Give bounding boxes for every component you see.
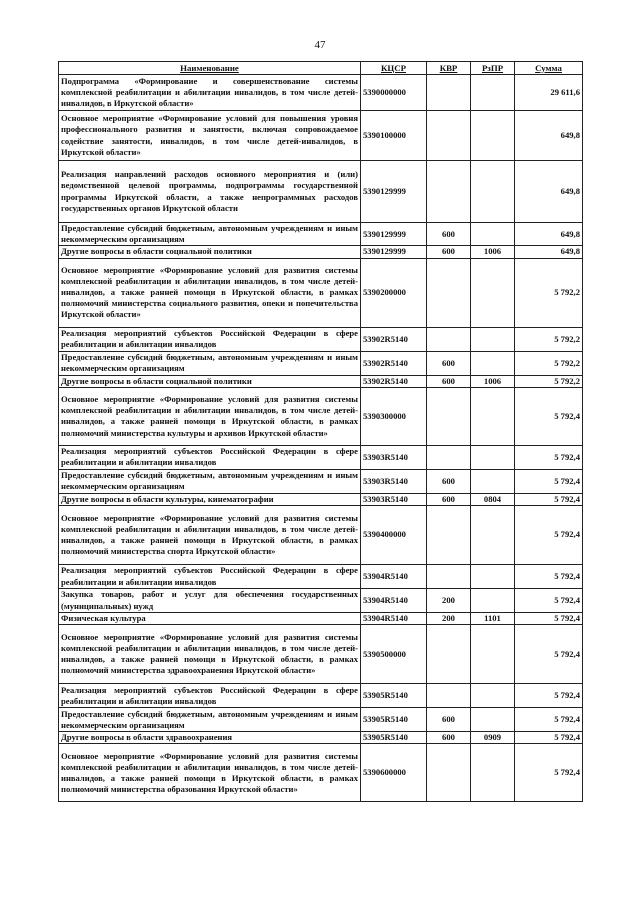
name-cell: Предоставление субсидий бюджетным, автономным учреждениям и иным некоммерческим организациям (59, 351, 361, 375)
table-row (59, 469, 583, 493)
name-cell: Основное мероприятие «Формирование условий для развития системы комплексной реабилитации и абилитации инвалидов, в том числе детей-инвалидов, а также ранней помощи в Иркутской области, в рамках полномочий министерства образования Иркутской области» (59, 744, 361, 802)
sum-cell: 5 792,4 (515, 387, 583, 445)
name-cell: Реализация направлений расходов основного мероприятия и (или) ведомственной целевой программы, подпрограммы государственной программы Иркутской области, а также непрограммных расходов государственных органов Иркутской области (59, 161, 361, 223)
name-cell: Реализация мероприятий субъектов Российской Федерации в сфере реабилитации и абилитации инвалидов (59, 327, 361, 351)
rzpr-cell (471, 351, 515, 375)
table-row (59, 111, 583, 161)
rzpr-cell (471, 708, 515, 732)
kvr-cell (427, 565, 471, 589)
header-rzpr: РзПР (471, 62, 515, 75)
kvr-cell: 200 (427, 589, 471, 613)
table-row (59, 625, 583, 684)
kvr-cell: 200 (427, 613, 471, 625)
kcsr-cell: 53903R5140 (361, 493, 427, 505)
kvr-cell (427, 327, 471, 351)
kcsr-cell: 53905R5140 (361, 732, 427, 744)
sum-cell: 5 792,4 (515, 469, 583, 493)
sum-cell: 5 792,4 (515, 732, 583, 744)
table-row (59, 506, 583, 565)
rzpr-cell (471, 223, 515, 246)
table-row (59, 613, 583, 625)
kcsr-cell: 53904R5140 (361, 565, 427, 589)
header-kvr: КВР (427, 62, 471, 75)
kvr-cell: 600 (427, 708, 471, 732)
kvr-cell: 600 (427, 469, 471, 493)
name-cell: Основное мероприятие «Формирование условий для развития системы комплексной реабилитации и абилитации инвалидов, в том числе детей-инвалидов, а также ранней помощи в Иркутской области, в рамках полномочий министерства спорта Иркутской области» (59, 506, 361, 565)
rzpr-cell (471, 744, 515, 802)
rzpr-cell (471, 111, 515, 161)
table-row (59, 565, 583, 589)
kcsr-cell: 53903R5140 (361, 469, 427, 493)
sum-cell: 5 792,4 (515, 493, 583, 505)
table-row (59, 375, 583, 387)
kcsr-cell: 5390100000 (361, 111, 427, 161)
rzpr-cell (471, 258, 515, 327)
name-cell: Предоставление субсидий бюджетным, автономным учреждениям и иным некоммерческим организациям (59, 223, 361, 246)
kvr-cell: 600 (427, 493, 471, 505)
name-cell: Другие вопросы в области социальной политики (59, 246, 361, 258)
name-cell: Предоставление субсидий бюджетным, автономным учреждениям и иным некоммерческим организациям (59, 469, 361, 493)
table-row (59, 327, 583, 351)
sum-cell: 649,8 (515, 246, 583, 258)
table-row (59, 684, 583, 708)
header-sum: Сумма (515, 62, 583, 75)
kvr-cell (427, 161, 471, 223)
name-cell: Реализация мероприятий субъектов Российской Федерации в сфере реабилитации и абилитации инвалидов (59, 445, 361, 469)
name-cell: Физическая культура (59, 613, 361, 625)
table-row (59, 589, 583, 613)
kcsr-cell: 5390129999 (361, 223, 427, 246)
name-cell: Предоставление субсидий бюджетным, автономным учреждениям и иным некоммерческим организациям (59, 708, 361, 732)
sum-cell: 5 792,2 (515, 327, 583, 351)
kcsr-cell: 5390000000 (361, 75, 427, 111)
table-row (59, 246, 583, 258)
sum-cell: 5 792,4 (515, 684, 583, 708)
kvr-cell: 600 (427, 351, 471, 375)
sum-cell: 5 792,2 (515, 375, 583, 387)
kvr-cell (427, 744, 471, 802)
rzpr-cell: 1006 (471, 246, 515, 258)
sum-cell: 5 792,4 (515, 744, 583, 802)
kvr-cell (427, 506, 471, 565)
table-row (59, 351, 583, 375)
name-cell: Основное мероприятие «Формирование условий для повышения уровня профессионального развития и занятости, включая сопровождаемое содействие занятости, инвалидов, в том числе детей-инвалидов, в Иркутской области» (59, 111, 361, 161)
sum-cell: 5 792,4 (515, 613, 583, 625)
header-name: Наименование (59, 62, 361, 75)
sum-cell: 5 792,4 (515, 625, 583, 684)
kcsr-cell: 53902R5140 (361, 327, 427, 351)
rzpr-cell (471, 469, 515, 493)
rzpr-cell (471, 161, 515, 223)
sum-cell: 649,8 (515, 161, 583, 223)
table-row (59, 493, 583, 505)
rzpr-cell (471, 625, 515, 684)
kcsr-cell: 5390129999 (361, 246, 427, 258)
kcsr-cell: 5390200000 (361, 258, 427, 327)
name-cell: Реализация мероприятий субъектов Российской Федерации в сфере реабилитации и абилитации инвалидов (59, 684, 361, 708)
name-cell: Закупка товаров, работ и услуг для обеспечения государственных (муниципальных) нужд (59, 589, 361, 613)
sum-cell: 29 611,6 (515, 75, 583, 111)
sum-cell: 5 792,4 (515, 506, 583, 565)
rzpr-cell (471, 387, 515, 445)
table-row (59, 258, 583, 327)
sum-cell: 649,8 (515, 223, 583, 246)
kcsr-cell: 53902R5140 (361, 375, 427, 387)
rzpr-cell: 1101 (471, 613, 515, 625)
kvr-cell: 600 (427, 732, 471, 744)
table-header-row (59, 62, 583, 75)
table-row (59, 732, 583, 744)
kcsr-cell: 53904R5140 (361, 589, 427, 613)
table-row (59, 744, 583, 802)
kvr-cell (427, 75, 471, 111)
budget-table (58, 61, 583, 802)
kvr-cell (427, 684, 471, 708)
name-cell: Другие вопросы в области культуры, кинематографии (59, 493, 361, 505)
table-row (59, 387, 583, 445)
rzpr-cell (471, 684, 515, 708)
name-cell: Основное мероприятие «Формирование условий для развития системы комплексной реабилитации и абилитации инвалидов, в том числе детей-инвалидов, а также ранней помощи в Иркутской области, в рамках полномочий министерства здравоохранения Иркутской области» (59, 625, 361, 684)
kvr-cell: 600 (427, 223, 471, 246)
sum-cell: 5 792,4 (515, 708, 583, 732)
sum-cell: 5 792,4 (515, 589, 583, 613)
rzpr-cell: 0804 (471, 493, 515, 505)
kvr-cell (427, 625, 471, 684)
rzpr-cell (471, 75, 515, 111)
name-cell: Другие вопросы в области социальной политики (59, 375, 361, 387)
sum-cell: 5 792,4 (515, 445, 583, 469)
table-row (59, 708, 583, 732)
kcsr-cell: 5390400000 (361, 506, 427, 565)
table-row (59, 223, 583, 246)
kcsr-cell: 53903R5140 (361, 445, 427, 469)
sum-cell: 5 792,2 (515, 351, 583, 375)
sum-cell: 5 792,4 (515, 565, 583, 589)
name-cell: Основное мероприятие «Формирование условий для развития системы комплексной реабилитации и абилитации инвалидов, в том числе детей-инвалидов, а также ранней помощи в Иркутской области, в рамках полномочий министерства культуры и архивов Иркутской области» (59, 387, 361, 445)
rzpr-cell: 0909 (471, 732, 515, 744)
page-number: 47 (314, 39, 326, 51)
kvr-cell: 600 (427, 246, 471, 258)
rzpr-cell (471, 327, 515, 351)
name-cell: Реализация мероприятий субъектов Российской Федерации в сфере реабилитации и абилитации инвалидов (59, 565, 361, 589)
rzpr-cell (471, 565, 515, 589)
kcsr-cell: 53905R5140 (361, 708, 427, 732)
kvr-cell: 600 (427, 375, 471, 387)
kcsr-cell: 53902R5140 (361, 351, 427, 375)
kcsr-cell: 5390600000 (361, 744, 427, 802)
kcsr-cell: 53904R5140 (361, 613, 427, 625)
kcsr-cell: 53905R5140 (361, 684, 427, 708)
table-row (59, 161, 583, 223)
table-row (59, 445, 583, 469)
kcsr-cell: 5390129999 (361, 161, 427, 223)
rzpr-cell (471, 445, 515, 469)
sum-cell: 5 792,2 (515, 258, 583, 327)
name-cell: Подпрограмма «Формирование и совершенствование системы комплексной реабилитации и абилитации инвалидов, в том числе детей-инвалидов, в Иркутской области» (59, 75, 361, 111)
header-kcsr: КЦСР (361, 62, 427, 75)
kvr-cell (427, 111, 471, 161)
rzpr-cell (471, 506, 515, 565)
rzpr-cell: 1006 (471, 375, 515, 387)
kcsr-cell: 5390300000 (361, 387, 427, 445)
rzpr-cell (471, 589, 515, 613)
sum-cell: 649,8 (515, 111, 583, 161)
kvr-cell (427, 387, 471, 445)
name-cell: Другие вопросы в области здравоохранения (59, 732, 361, 744)
kcsr-cell: 5390500000 (361, 625, 427, 684)
kvr-cell (427, 445, 471, 469)
name-cell: Основное мероприятие «Формирование условий для развития системы комплексной реабилитации и абилитации инвалидов, в том числе детей-инвалидов, а также ранней помощи в Иркутской области, в рамках полномочий министерства социального развития, опеки и попечительства Иркутской области» (59, 258, 361, 327)
kvr-cell (427, 258, 471, 327)
table-row (59, 75, 583, 111)
